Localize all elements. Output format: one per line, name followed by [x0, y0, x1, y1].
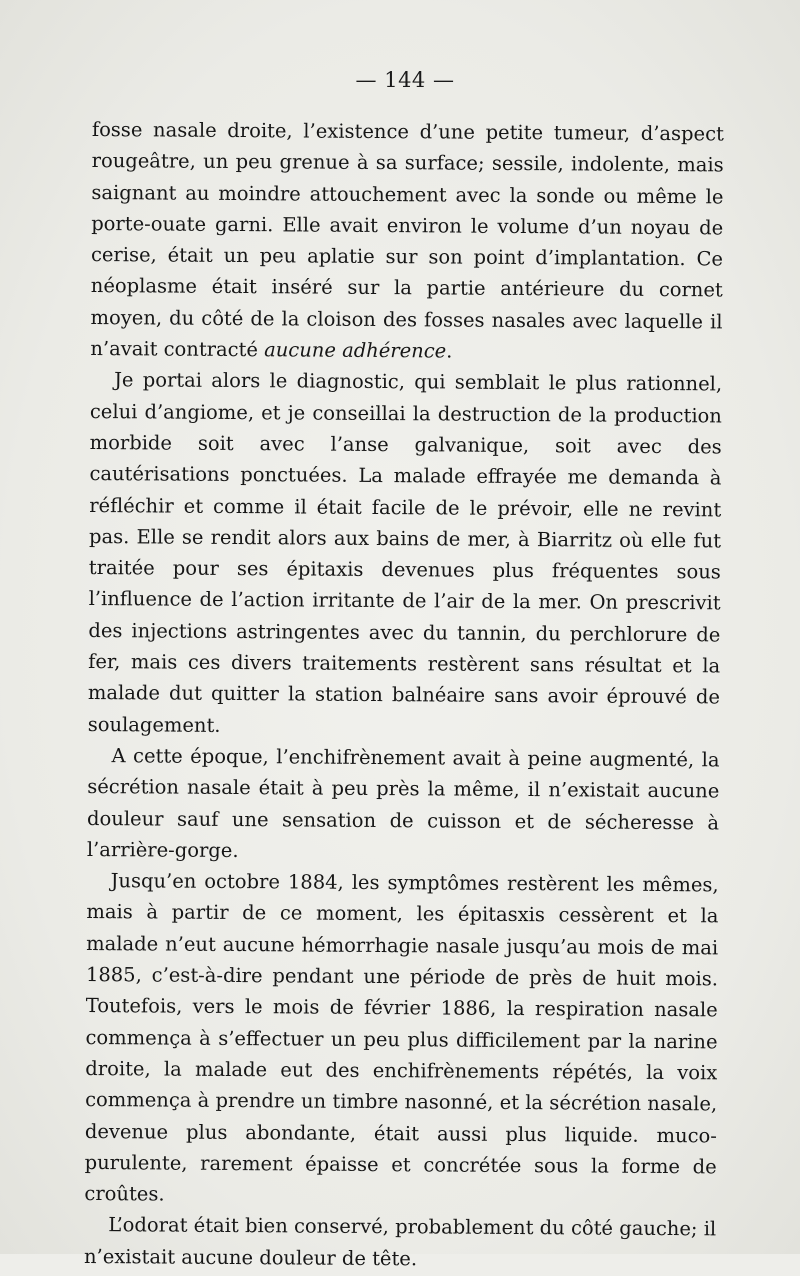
- paragraph-1-italic-phrase: aucune adhérence: [264, 338, 447, 363]
- paragraph-5: L’odorat était bien conservé, probablement du côté gauche; il n’existait aucune douleur de tête.: [83, 1213, 717, 1270]
- paragraph-3: A cette époque, l’enchifrènement avait à peine augmenté, la sécrétion nasale était à peu près la même, il n’existait aucune douleur sauf une sensation de cuisson et de sécheresse à l’arrière-gorge.: [86, 744, 720, 862]
- body-text: [84, 114, 724, 1276]
- paragraph-1: [90, 114, 724, 369]
- paragraph-4: Jusqu’en octobre 1884, les symptômes restèrent les mêmes, mais à partir de ce moment, les épitasxis cessèrent et la malade n’eut aucune hémorrhagie nasale jusqu’au mois de mai 1885, c’est-à-dire pendant une période de près de huit mois. Toutefois, vers le mois de février 1886, la respiration nasale commença à s’effectuer un peu plus difficilement par la narine droite, la malade eut des enchifrènements répétés, la voix commença à prendre un timbre nasonné, et la sécrétion nasale, devenue plus abondante, était aussi plus liquide. muco-purulente, rarement épaisse et concrétée sous la forme de croûtes.: [84, 869, 719, 1206]
- paragraph-1-text: fosse nasale droite, l’existence d’une petite tumeur, d’aspect rougeâtre, un peu grenue à sa surface; sessile, indolente, mais saignant au moindre attouchement avec la sonde ou même le porte-ouate garni. Elle avait environ le volume d’un noyau de cerise, était un peu aplatie sur son point d’implantation. Ce néoplasme était inséré sur la partie antérieure du cornet moyen, du côté de la cloison des fosses nasales avec laquelle il n’avait contracté: [90, 117, 724, 362]
- paragraph-1-end: .: [446, 339, 453, 363]
- page-number: — 144 —: [355, 68, 455, 92]
- paragraph-2: Je portai alors le diagnostic, qui semblait le plus rationnel, celui d’angiome, et je conseillai la destruction de la production morbide soit avec l’anse galvanique, soit avec des cautérisations ponctuées. La malade effrayée me demanda à réfléchir et comme il était facile de le prévoir, elle ne revint pas. Elle se rendit alors aux bains de mer, à Biarritz où elle fut traitée pour ses épitaxis devenues plus fréquentes sous l’influence de l’action irritante de l’air de la mer. On prescrivit des injections astringentes avec du tannin, du perchlorure de fer, mais ces divers traitements restèrent sans résultat et la malade dut quitter la station balnéaire sans avoir éprouvé de soulagement.: [87, 368, 723, 737]
